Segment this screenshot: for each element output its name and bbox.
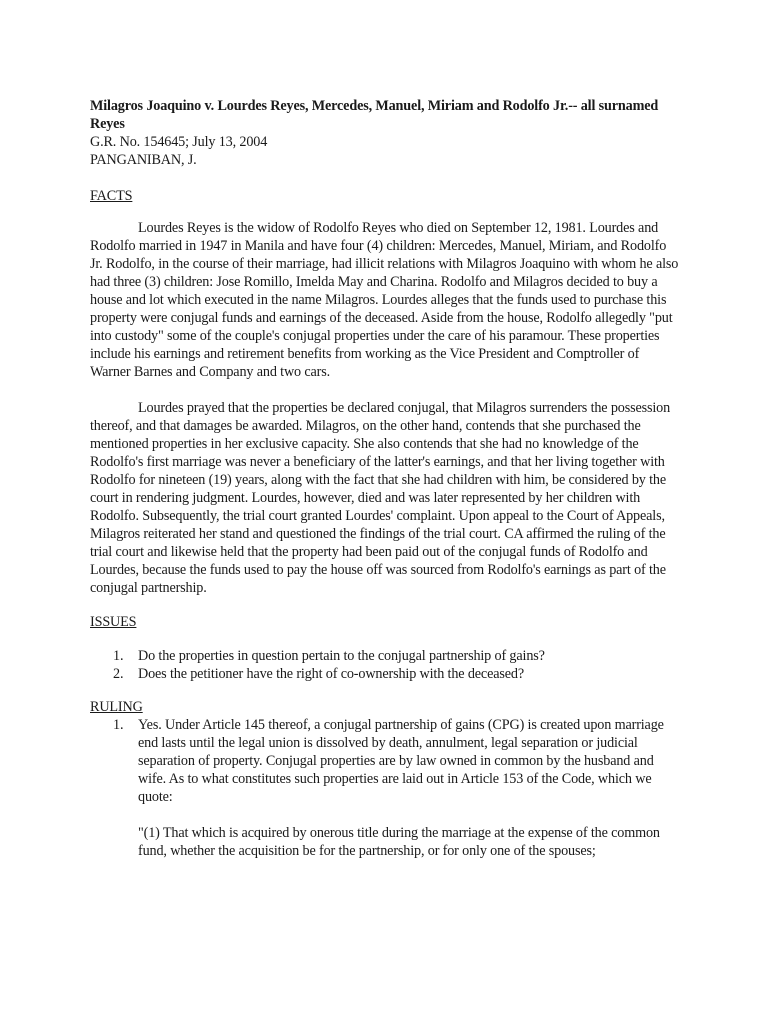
issues-list	[90, 647, 682, 683]
list-item-number: 1.	[113, 648, 124, 664]
case-number: G.R. No. 154645; July 13, 2004	[90, 134, 268, 150]
quoted-provision: "(1) That which is acquired by onerous title during the marriage at the expense of the common fund, whether the acquisition be for the partnership, or for only one of the spouses;	[138, 825, 660, 859]
case-title: Milagros Joaquino v. Lourdes Reyes, Mercedes, Manuel, Miriam and Rodolfo Jr.-- all surnamed Reyes	[90, 98, 659, 132]
list-item-number: 2.	[113, 666, 124, 682]
facts-heading: FACTS	[90, 188, 133, 204]
issues-heading: ISSUES	[90, 614, 137, 630]
list-item	[90, 647, 682, 665]
ponente: PANGANIBAN, J.	[90, 152, 197, 168]
list-item-text: Does the petitioner have the right of co-ownership with the deceased?	[138, 666, 524, 682]
facts-paragraph-1: Lourdes Reyes is the widow of Rodolfo Reyes who died on September 12, 1981. Lourdes and Rodolfo married in 1947 in Manila and have four (4) children: Mercedes, Manuel, Miriam, and Rodolfo Jr. Rodolfo, in the course of their marriage, had illicit relations with Milagros Joaquino with whom he also had three (3) children: Jose Romillo, Imelda May and Charina. Rodolfo and Milagros decided to buy a house and lot which executed in the name Milagros. Lourdes alleges that the funds used to purchase this property were conjugal funds and earnings of the deceased. Aside from the house, Rodolfo allegedly "put into custody" some of the couple's conjugal properties under the care of his paramour. These properties include his earnings and retirement benefits from working as the Vice President and Comptroller of Warner Barnes and Company and two cars.	[90, 220, 679, 380]
list-item	[90, 716, 682, 806]
facts-paragraph-2: Lourdes prayed that the properties be declared conjugal, that Milagros surrenders the possession thereof, and that damages be awarded. Milagros, on the other hand, contends that she purchased the mentioned properties in her exclusive capacity. She also contends that she had no knowledge of the Rodolfo's first marriage was never a beneficiary of the latter's earnings, and that her living together with Rodolfo for nineteen (19) years, along with the fact that she had children with him, be considered by the court in rendering judgment. Lourdes, however, died and was later represented by her children with Rodolfo. Subsequently, the trial court granted Lourdes' complaint. Upon appeal to the Court of Appeals, Milagros reiterated her stand and questioned the findings of the trial court. CA affirmed the ruling of the trial court and likewise held that the property had been paid out of the conjugal funds of Rodolfo and Lourdes, because the funds used to pay the house off was sourced from Rodolfo's earnings as part of the conjugal partnership.	[90, 400, 671, 596]
ruling-list	[90, 716, 682, 806]
list-item-text: Do the properties in question pertain to the conjugal partnership of gains?	[138, 648, 545, 664]
document-body	[90, 97, 682, 860]
list-item-number: 1.	[113, 717, 124, 733]
list-item-text: Yes. Under Article 145 thereof, a conjugal partnership of gains (CPG) is created upon marriage end lasts until the legal union is dissolved by death, annulment, legal separation or judicial separation of property. Conjugal properties are by law owned in common by the husband and wife. As to what constitutes such properties are laid out in Article 153 of the Code, which we quote:	[138, 717, 664, 805]
ruling-heading: RULING	[90, 699, 143, 715]
list-item	[90, 665, 682, 683]
